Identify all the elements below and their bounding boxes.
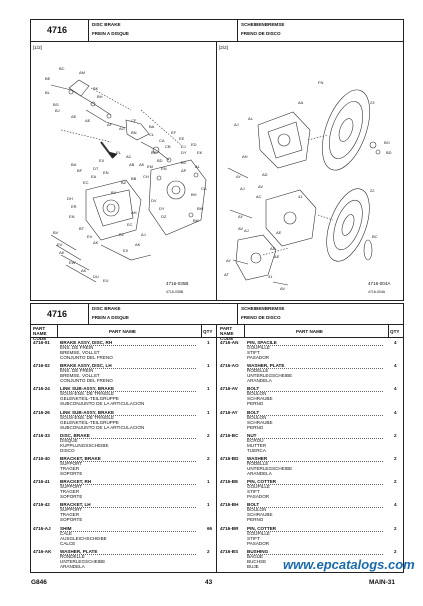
linkage-bracket [126,120,149,140]
part-name-translation: ENS. DE FREIN [60,345,94,350]
part-qty: 1 [207,340,210,345]
part-name-translation: UNTERLEGSCHEIBE [247,466,293,471]
illustration-divider [216,42,217,301]
svg-text:AA: AA [298,100,304,105]
part-name-translation: ENS. DE FREIN [60,368,94,374]
svg-text:DV: DV [151,198,157,203]
svg-text:EC: EC [127,222,133,227]
part-name-translation: TRAGER [60,512,80,518]
svg-text:AK: AK [93,240,99,245]
caliper-upper [258,112,310,168]
svg-text:CB: CB [165,144,171,149]
part-name: WASHER, PLATE [60,549,196,555]
part-name-translation: MUTTER [247,442,267,448]
svg-text:AK: AK [135,242,141,247]
svg-text:BD: BD [386,150,392,155]
list-section-code: 4716 [47,309,68,319]
part-name-translation: PASADOR [247,355,270,360]
svg-text:EE: EE [179,136,185,141]
svg-text:AT: AT [224,272,229,277]
part-code: 4716-BH [220,502,239,508]
svg-text:BC: BC [59,66,65,71]
part-code: 4716-40 [33,456,50,461]
caliper-lower [266,190,316,246]
right-figure-ref: 4716-004A [368,281,391,286]
seal-ring [364,240,372,260]
part-name-translation: GOUPILLE [247,530,270,536]
brake-disc-upper [313,84,379,177]
right-figure-ref-small: 4716-004A [368,290,386,294]
svg-text:AJ: AJ [234,122,239,127]
svg-text:BH: BH [97,94,103,99]
svg-text:BG: BG [151,150,157,155]
svg-text:41: 41 [268,274,273,279]
part-name-translation: PERNO [247,424,264,430]
list-center-divider [216,325,217,573]
part-qty: 2 [207,432,210,438]
part-name-translation: TUERCA [247,447,266,453]
svg-text:EK: EK [197,150,203,155]
part-name: SHIM [60,526,196,532]
svg-text:BZ: BZ [121,180,127,185]
part-code: 4716-AO [220,363,239,369]
section-code: 4716 [47,25,68,35]
svg-text:BN: BN [131,130,137,135]
part-code: 4716-BC [220,432,239,438]
title-de: SCHEIBENBREMSE [241,22,285,27]
part-name-translation: CALE [60,530,73,536]
svg-text:AJ: AJ [244,228,249,233]
column-header-code: PART NAME CODE [33,326,47,341]
part-name-translation: ARANDELA [60,563,85,569]
part-qty: 1 [207,386,210,392]
title-es: FRENO DE DISCO [241,31,281,36]
part-qty: 1 [207,502,210,508]
part-code: 4716-AY [220,409,238,415]
right-exploded-diagram [218,50,402,295]
svg-text:DY: DY [159,206,165,211]
svg-text:BY: BY [111,190,117,195]
part-name-translation: BOULON [247,414,267,420]
part-name: BOLT [247,386,383,392]
part-name-translation: RODELLE [247,368,269,374]
part-name-translation: PASADOR [247,540,270,546]
svg-text:BA: BA [71,162,77,167]
part-name-translation: GELENKTEIL-TEILGRUPPE [60,396,119,402]
svg-text:AK: AK [81,268,87,273]
part-qty: 2 [207,548,210,554]
part-qty: 2 [394,548,397,554]
part-qty: 2 [207,456,210,461]
svg-text:BW: BW [197,206,204,211]
part-name: BOLT [247,502,383,508]
svg-text:AF: AF [107,122,113,127]
svg-text:23: 23 [370,100,375,105]
part-code: 4716-AN [220,340,239,345]
svg-text:AJ: AJ [141,232,146,237]
brake-linkage-rod [51,85,111,115]
part-code: 4716-AK [33,548,52,554]
svg-text:BD: BD [157,158,163,163]
link-pin [69,90,73,94]
svg-text:EM: EM [147,164,153,169]
svg-text:EZ: EZ [119,232,125,237]
column-divider [57,325,58,337]
part-name: BOLT [247,410,383,416]
part-name-translation: PERNO [247,517,264,523]
part-code: 4716-24 [33,386,50,392]
svg-text:DT: DT [93,166,99,171]
svg-text:BG: BG [53,102,59,107]
part-name-translation: GOUPILLE [247,484,270,490]
svg-text:AE: AE [274,254,280,259]
part-code: 4716-26 [33,409,50,415]
svg-text:DH: DH [67,196,73,201]
part-name-translation: BREMSE, VOLLST [60,350,100,355]
part-qty: 1 [207,479,210,485]
svg-text:AV: AV [258,184,264,189]
svg-text:AY: AY [236,174,242,179]
column-header-qty: QTY [203,329,213,334]
part-name: BRACKET, BRAKE [60,456,196,462]
right-page-indicator: [2/2] [219,45,228,50]
svg-text:BL: BL [45,90,50,95]
part-name: BRACKET, RH [60,479,196,485]
svg-text:AC: AC [256,194,262,199]
svg-text:BH: BH [193,218,199,223]
part-name: WASHER [247,456,383,462]
part-name-translation: SUBCONJUNTO DE LA ARTICULACION [60,424,145,430]
svg-text:CA: CA [159,138,165,143]
part-name-translation: SOPORTE [60,471,83,476]
svg-text:EX: EX [99,158,105,163]
svg-text:EL: EL [116,150,121,155]
part-name-translation: ARANDELA [247,378,272,384]
part-qty: 1 [207,363,210,369]
part-name-translation: SUPPORT [60,507,83,513]
svg-text:AV: AV [280,286,286,291]
svg-text:DY: DY [181,150,187,155]
column-header-name: PART NAME [296,329,323,334]
part-name-translation: AUSGLEICHSCHEIBE [60,535,107,541]
svg-text:BT: BT [79,226,85,231]
part-name: PIN, COTTER [247,526,383,532]
column-divider [388,325,389,337]
column-divider [244,325,245,337]
part-name-translation: ECROU [247,437,264,443]
part-name-translation: BAGUE [247,553,264,559]
part-name: DISC, BRAKE [60,433,196,439]
svg-text:AH: AH [131,210,137,215]
svg-text:AL: AL [248,116,253,121]
brake-bracket [149,160,206,235]
svg-text:AE: AE [276,230,282,235]
part-name-translation: SUBCONJUNTO DE LA ARTICULACION [60,401,145,407]
part-name: NUT [247,433,383,439]
part-name-translation: DISQUE [60,437,78,443]
part-code: 4716-01 [33,340,50,345]
svg-text:AB: AB [129,162,135,167]
part-name-translation: STIFT [247,350,260,355]
part-qty: 66 [207,525,213,531]
svg-text:AV: AV [238,226,244,231]
part-name-translation: RODELLE [247,461,269,466]
part-code: 4716-33 [33,432,50,438]
part-code: 4716-AV [220,386,238,392]
svg-text:AE: AE [85,118,91,123]
part-qty: 4 [394,502,397,508]
svg-text:EJ: EJ [181,144,186,149]
svg-text:DU: DU [93,274,99,279]
part-name-translation: BUJE [247,563,259,569]
brake-disc-lower [318,183,378,267]
part-name-translation: CALCE [60,540,76,546]
part-code: 4716-BE [220,479,239,485]
footer-model: G846 [31,579,47,586]
part-name-translation: RONDELLE [60,553,85,559]
part-name-translation: GOUPILLE [247,345,270,350]
svg-text:BJ: BJ [55,108,60,113]
list-title-es: FRENO DE DISCO [241,315,281,320]
svg-text:BC: BC [181,160,187,165]
svg-text:AK: AK [59,250,65,255]
list-title-en: DISC BRAKE [92,306,121,311]
part-name-translation: KUPPLUNGSSCHEIBE [60,442,109,448]
svg-text:41: 41 [298,194,303,199]
column-header-code: PART NAME CODE [220,326,234,341]
svg-text:BF: BF [77,168,83,173]
column-header-bottom-line [30,337,404,338]
title-fr: FREIN A DISQUE [92,31,129,36]
svg-text:BC: BC [372,234,378,239]
column-header-qty: QTY [390,329,400,334]
svg-text:AP: AP [181,168,187,173]
svg-text:EC: EC [83,180,89,185]
part-qty: 2 [394,432,397,438]
svg-text:ED: ED [191,142,197,147]
svg-text:AG: AG [119,126,125,131]
svg-text:AD: AD [262,172,268,177]
part-name: WASHER, PLATE [247,363,383,369]
part-name-translation: SCHRAUBE [247,396,273,402]
part-qty: 4 [394,386,397,392]
part-name-translation: PASADOR [247,494,270,500]
svg-text:BK: BK [93,86,99,91]
svg-text:BO: BO [384,140,390,145]
part-code: 4716-41 [33,479,50,485]
part-name-translation: TRAGER [60,466,80,471]
part-code: 4716-02 [33,363,50,369]
svg-text:BH: BH [191,192,197,197]
part-name-translation: SOPORTE [60,517,83,523]
left-page-indicator: [1/2] [33,45,42,50]
part-code: 4716-AJ [33,525,51,531]
title-en: DISC BRAKE [92,22,121,27]
svg-text:AJ: AJ [240,186,245,191]
part-name: PIN, COTTER [247,479,383,485]
left-figure-ref-small: 4716-035B [166,290,184,294]
list-title-fr: FREIN A DISQUE [92,315,129,320]
watermark: www.epcatalogs.com [283,557,415,572]
svg-text:FN: FN [318,80,324,85]
svg-text:22: 22 [370,188,375,193]
svg-text:AL: AL [195,164,200,169]
svg-text:AY: AY [238,214,244,219]
part-name-translation: BOULON [247,507,267,513]
svg-text:AC: AC [126,154,132,159]
part-name-translation: SOUS-ENS. DE TRINGLE [60,391,115,397]
part-qty: 4 [394,340,397,345]
part-name: BUSHING [247,549,383,555]
svg-text:AD: AD [270,246,276,251]
svg-text:AK: AK [139,162,145,167]
svg-text:BE: BE [45,76,51,81]
part-name-translation: ARANDELA [247,471,272,476]
part-name-translation: SUPPORT [60,484,83,490]
part-name-translation: GELENKTEIL-TEILGRUPPE [60,419,119,425]
part-name: LINK SUB-ASSY, BRAKE [60,386,196,392]
column-divider [201,325,202,337]
footer-page-number: 43 [205,579,213,586]
part-code: 4716-BS [220,548,239,554]
svg-text:ER: ER [71,204,77,209]
part-code: 4716-BR [220,525,239,531]
svg-text:AM: AM [79,70,85,75]
svg-text:EN: EN [69,214,75,219]
svg-text:AY: AY [226,258,232,263]
part-name-translation: SOPORTE [60,494,83,500]
svg-text:EN: EN [103,170,109,175]
svg-text:EA: EA [91,174,97,179]
svg-text:AE: AE [71,114,77,119]
part-name: PIN, SPACILE [247,340,383,346]
svg-text:DZ: DZ [161,214,167,219]
part-name-translation: BREMSE, VOLLST [60,373,100,379]
svg-text:BA: BA [149,124,155,129]
footer-section: MAIN-31 [369,579,396,586]
part-name-translation: TRAGER [60,489,80,495]
part-name-translation: SUPPORT [60,461,83,466]
svg-text:EF: EF [171,130,177,135]
part-name: BRAKE ASSY, DISC, RH [60,340,196,346]
svg-text:CA: CA [201,186,207,191]
part-code: 4716-BD [220,456,239,461]
svg-text:EU: EU [103,278,109,283]
svg-text:AH: AH [242,154,248,159]
part-name-translation: PERNO [247,401,264,407]
svg-text:CH: CH [143,174,149,179]
part-name-translation: STIFT [247,489,260,495]
part-qty: 1 [207,409,210,415]
part-qty: 4 [394,409,397,415]
svg-text:EW: EW [69,260,76,265]
part-name-translation: BOULON [247,391,267,397]
column-header-name: PART NAME [109,329,136,334]
part-name-translation: BUCHSE [247,558,267,564]
part-name-translation: SOUS-ENS. DE TRINGLE [60,414,115,420]
part-name: LINK SUB-ASSY, BRAKE [60,410,196,416]
part-name-translation: DISCO [60,447,75,453]
svg-text:BB: BB [131,176,137,181]
svg-text:EV: EV [87,234,93,239]
svg-text:EX: EX [123,248,129,253]
part-qty: 2 [394,479,397,485]
svg-text:CF: CF [131,118,137,123]
part-name-translation: CONJUNTO DEL FRENO [60,355,113,360]
part-name: BRAKE ASSY, DISC, LH [60,363,196,369]
part-name-translation: UNTERLEGSCHEIBE [247,373,293,379]
svg-text:CL: CL [149,132,155,137]
part-name-translation: STIFT [247,535,260,541]
svg-text:BV: BV [53,230,59,235]
part-name-translation: SCHRAUBE [247,419,273,425]
list-title-de: SCHEIBENBREMSE [241,306,285,311]
part-name-translation: SCHRAUBE [247,512,273,518]
svg-text:EV: EV [57,242,63,247]
part-qty: 2 [394,525,397,531]
part-code: 4716-42 [33,502,50,508]
part-name: BRACKET, LH [60,502,196,508]
part-name-translation: UNTERLEGSCHEIBE [60,558,106,564]
part-qty: 2 [394,456,397,461]
left-figure-ref: 4716-035B [166,281,189,286]
left-exploded-diagram [31,50,215,295]
part-qty: 4 [394,363,397,369]
part-name-translation: CONJUNTO DEL FRENO [60,378,113,384]
svg-text:EN: EN [161,166,167,171]
